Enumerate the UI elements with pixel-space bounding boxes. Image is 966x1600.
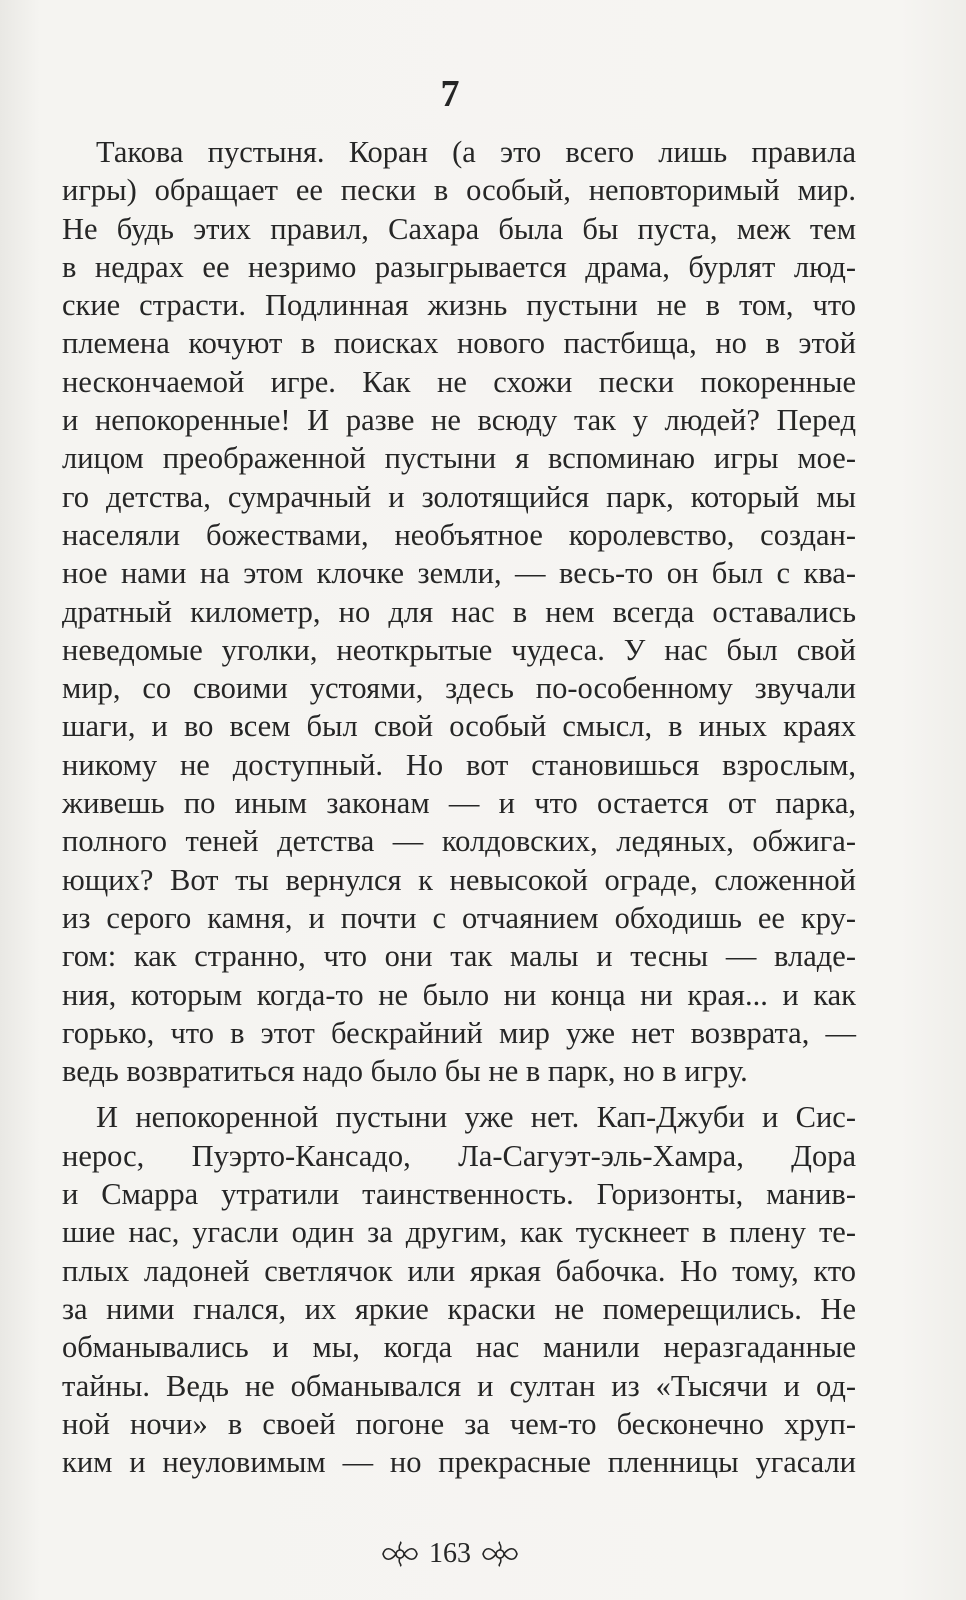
- text-line: нерос, Пуэрто-Кансадо, Ла-Сагуэт-эль-Хамра, Дора: [62, 1138, 856, 1173]
- text-line: гом: как странно, что они так малы и тесны — владе-: [62, 939, 856, 974]
- text-line: и Смарра утратили таинственность. Горизонты, манив-: [62, 1177, 856, 1212]
- text-line: Такова пустыня. Коран (а это всего лишь правила: [96, 135, 856, 169]
- text-line: племена кочуют в поисках нового пастбища, но в этой: [62, 326, 856, 361]
- text-line: живешь по иным законам — и что остается от парка,: [62, 786, 856, 821]
- text-line: ким и неуловимым — но прекрасные пленницы угасали: [62, 1445, 856, 1480]
- paragraph-2: [62, 1098, 856, 1481]
- text-line: мир, со своими устоями, здесь по-особенному звучали: [62, 671, 856, 706]
- text-line: полного теней детства — колдовских, ледяных, обжига-: [62, 824, 856, 859]
- text-line: и непокоренные! И разве не всюду так у людей? Перед: [62, 403, 856, 438]
- text-line: горько, что в этот бескрайний мир уже нет возврата, —: [62, 1015, 856, 1050]
- text-line: Не будь этих правил, Сахара была бы пуста, меж тем: [62, 211, 856, 246]
- text-line: лицом преображенной пустыни я вспоминаю игры мое-: [62, 441, 856, 476]
- page-number: 163: [429, 1538, 471, 1569]
- chapter-number: 7: [440, 73, 460, 115]
- text-line: тайны. Ведь не обманывался и султан из «Тысячи и од-: [62, 1368, 856, 1403]
- text-line: населяли божествами, необъятное королевство, создан-: [62, 517, 856, 552]
- text-line: за ними гнался, их яркие краски не померещились. Не: [62, 1291, 856, 1326]
- text-line: ной ночи» в своей погоне за чем-то бесконечно хруп-: [62, 1406, 856, 1441]
- body-text: [62, 133, 856, 1481]
- text-line: шаги, и во всем был свой особый смысл, в иных краях: [62, 709, 856, 744]
- text-line: обманывались и мы, когда нас манили неразгаданные: [62, 1330, 856, 1365]
- text-line: го детства, сумрачный и золотящийся парк, который мы: [62, 479, 856, 514]
- text-line: ния, которым когда-то не было ни конца ни края... и как: [62, 977, 856, 1012]
- text-line: неведомые уголки, неоткрытые чудеса. У нас был свой: [62, 632, 856, 667]
- text-line: ющих? Вот ты вернулся к невысокой ограде, сложенной: [62, 862, 856, 897]
- fleuron-right-icon: [481, 1541, 519, 1567]
- text-line: в недрах ее незримо разыгрывается драма, бурлят люд-: [62, 249, 856, 284]
- text-line: никому не доступный. Но вот становишься взрослым,: [62, 747, 856, 782]
- text-line: дратный километр, но для нас в нем всегда оставались: [62, 594, 856, 629]
- paragraph-gap: [62, 1090, 856, 1098]
- text-line: ские страсти. Подлинная жизнь пустыни не в том, что: [62, 288, 856, 323]
- text-line: шие нас, угасли один за другим, как тускнеет в плену те-: [62, 1215, 856, 1250]
- text-line: ное нами на этом клочке земли, — весь-то он был с ква-: [62, 556, 856, 591]
- text-line: нескончаемой игре. Как не схожи пески покоренные: [62, 364, 856, 399]
- paragraph-1: [62, 133, 856, 1090]
- text-line: ведь возвратиться надо было бы не в парк, но в игру.: [62, 1054, 748, 1089]
- text-line: игры) обращает ее пески в особый, неповторимый мир.: [62, 173, 856, 208]
- text-line: И непокоренной пустыни уже нет. Кап-Джуби и Сис-: [96, 1100, 856, 1135]
- text-line: плых ладоней светлячок или яркая бабочка. Но тому, кто: [62, 1253, 856, 1288]
- text-line: из серого камня, и почти с отчаянием обходишь ее кру-: [62, 900, 856, 935]
- fleuron-left-icon: [381, 1541, 419, 1567]
- page-footer: [0, 1538, 900, 1570]
